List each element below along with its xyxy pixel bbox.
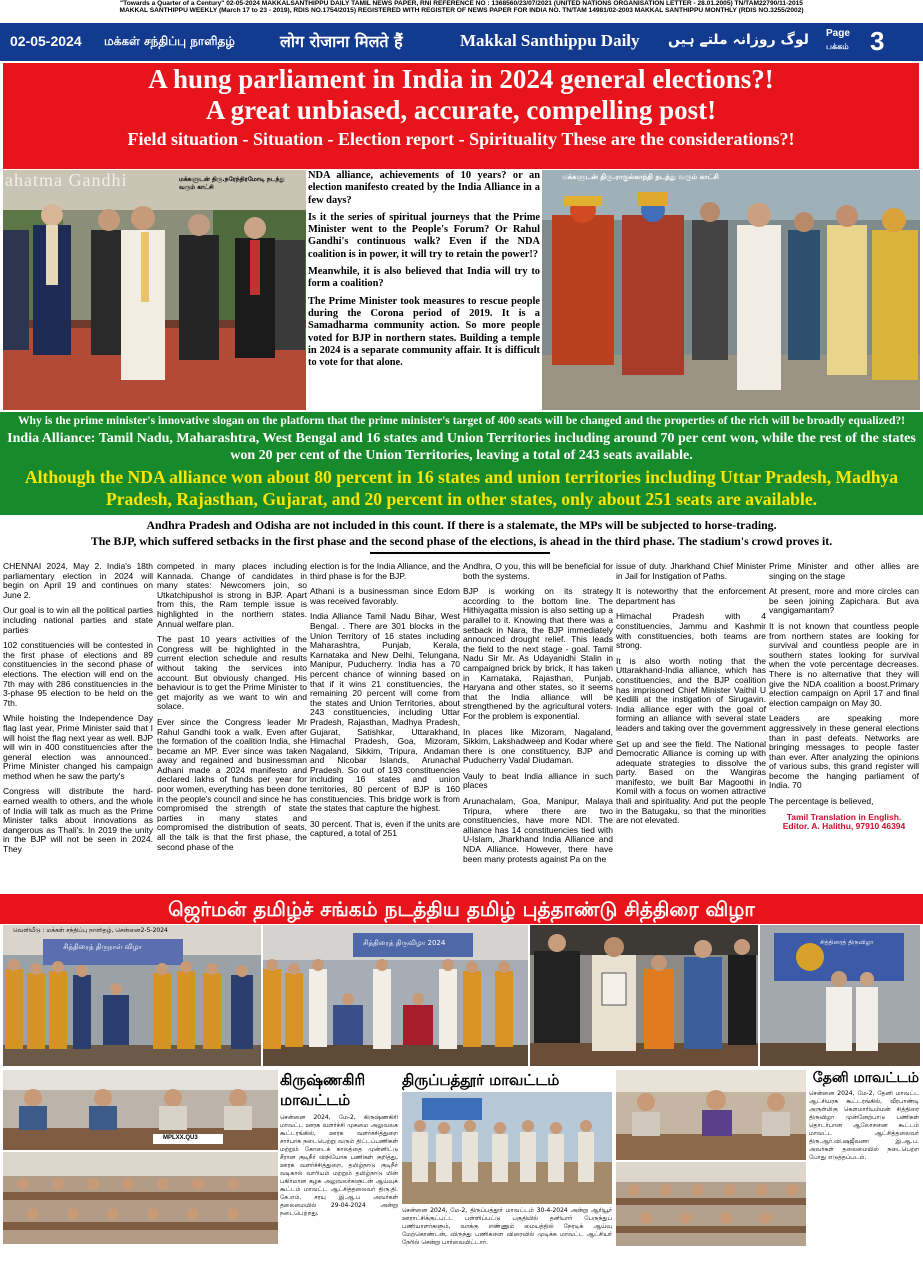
c3-para: election is for the India Alliance, and the third phase is for the BJP. [310, 562, 460, 581]
event-photo-group [263, 925, 528, 1066]
section-divider [370, 552, 550, 554]
c4-para: In places like Mizoram, Nagaland, Sikkim, Lakshadweep and Kodar where there is one constituency, BJP and Puducherry Vadal Diudaman. [463, 726, 613, 766]
tamil-paper-name: மக்கள் சந்திப்பு நாளிதழ் [104, 34, 235, 48]
event-photo-award [530, 925, 758, 1066]
column-4 [463, 562, 613, 892]
event-source-line: வெளியீடு : மக்கள் சந்திப்பு நாளிதழ், சென்னை2-5-2024 [13, 927, 168, 934]
c2-para: Ever since the Congress leader Mr Rahul Gandhi took a walk. Even after the formation of the coalition India, she became an MP. Ever since was taken away and regained and businessman Adhani made a 2024 manifesto and declared lakhs of funds per year for poor women, everything has been done in the people's council and since he has compromised the strength of state parties in many states and compromised the distribution of seats, all the talk is that the first phase, the second phase of the [157, 716, 307, 852]
krishnagiri-hall-photo [3, 1152, 278, 1244]
translation-credit [769, 813, 919, 832]
lead-para-1: NDA alliance, achievements of 10 years? or an election manifesto created by the India Alliance in a few days? [308, 170, 540, 206]
rahul-walk-photo [542, 170, 920, 410]
c6-para: Leaders are speaking more aggressively in these general elections than in past defeats. Networks are bringing messages to people faster than ever. After analyzing the opinions of various subs, this grand register will become the hanging parliament of India. 70 [769, 713, 919, 791]
tirupathur-photo [402, 1092, 612, 1204]
page-number: 3 [870, 26, 885, 56]
india-alliance-estimate: India Alliance: Tamil Nadu, Maharashtra, West Bengal and 16 states and Union Territories including around 70 per cent won, while the rest of the states won 20 per cent of the Union Territories, leaving a total of 243 seats available. [7, 431, 916, 463]
lead-para-4: The Prime Minister took measures to rescue people during the Corona period of 2019. It is a Samadharma community action. So more people voted for BJP in northern states. Building a temple in 2024 is a separate community affair. It is difficult to vote for that alone. [308, 295, 540, 369]
summary-line-1: Andhra Pradesh and Odisha are not included in this count. If there is a stalemate, the MPs will be subjected to horse-trading. [146, 518, 777, 532]
event-photo-podium [760, 925, 920, 1066]
page-label-en: Page [826, 28, 850, 39]
lead-para-3: Meanwhile, it is also believed that India will try to form a coalition? [308, 266, 540, 290]
c6-para: The percentage is believed, [769, 796, 874, 807]
krishnagiri-news [280, 1070, 398, 1245]
gandhi-banner-text: ahatma Gandhi [5, 170, 128, 190]
c5-para: issue of duty. Jharkhand Chief Minister in Jail for Instigation of Paths. [616, 562, 766, 581]
urdu-paper-name: لوگ روزانہ ملتے ہیں [668, 32, 809, 48]
headline-main: A hung parliament in India in 2024 general elections?! [148, 64, 774, 94]
column-1 [3, 562, 153, 892]
modi-photo-caption: மக்களுடன் திரு.நரேந்திரமோடி நடந்து வரும் காட்சி [179, 176, 285, 191]
headline-block [3, 63, 919, 169]
theni-meeting-photo [616, 1070, 806, 1160]
theni-text: சென்னை 2024, மே-2, தேனி மாவட்ட ஆட்சியரக கூட்டரங்கில், வீரபாண்டி அருள்மிகு கௌமாரியம்மன் சித்திரை திருவிழா முன்னேற்பாடு பணிகள் தொடர்பான ஆலோசனை கூட்டம் மாவட்ட ஆட்சித்தலைவர் திரு.ஆர்.வி.ஷஜீவனா இ.ஆ.ப. அவர்கள் தலைமையில் நடைபெற்ற போது எடுத்தப்படம். [809, 1090, 919, 1161]
c6-para: At present, more and more circles can be seen joining Zapichara. But ava vangigamantam? [769, 586, 919, 616]
theni-news [809, 1070, 919, 1245]
c5-para: It is noteworthy that the enforcement department has [616, 586, 766, 606]
c3-para: Athani is a businessman since Edom was received favorably. [310, 586, 460, 606]
c1-para: Congress will distribute the hard-earned wealth to others, and the whole of India will talk as much as the Prime Minister talks about innovations as dangerous as Thali's. In 2019 the unity in the BJP will not be seen in 2024. They [3, 786, 153, 855]
column-5 [616, 562, 766, 892]
nda-alliance-estimate: Although the NDA alliance won about 80 percent in 16 states and union territories including Uttar Pradesh, Madhya Pradesh, Rajasthan, Gujarat, and 20 percent in other states, only about 251 seats are available. [24, 467, 899, 509]
tirupathur-text: சென்னை 2024, மே-2, திருப்பத்தூர் மாவட்டம் 30-4-2024 அன்று ஆரியூர் ஊராட்சிக்குட்பட்ட பள்ளிப்பட்டு பகுதியில் தனியார் பேருந்துப் பணியாளர்களும், வாக்கு எண்ணும் மையத்தில் நேரடிக் ஆய்வு மேற்கொண்டன், விருந்து பணிகளை விரைவில் முடிக்க மாவட்ட ஆட்சியர் நேரில் சென்று பார்வையிட்டார். [402, 1207, 612, 1246]
c1-para: While hoisting the Independence Day flag last year, Prime Minister said that I will hoist the flag next year as well. BJP will win in 400 constituencies after the general election was announced.. Prime Minister changed his campaign method when he saw the party's [3, 713, 153, 781]
c2-para: The past 10 years activities of the Congress will be highlighted in the current election schedule and results without taking the services into account. But obviously changed. His behaviour is to get the Prime Minister to get majority as we want to win and solace. [157, 634, 307, 712]
column-3 [310, 562, 460, 892]
headline-considerations: Field situation - Situation - Election report - Spirituality These are the considerations?! [127, 129, 795, 149]
english-paper-name: Makkal Santhippu Daily [460, 31, 640, 50]
krishnagiri-title: கிருஷ்ணகிரி மாவட்டம் [280, 1071, 366, 1109]
registration-line-1: "Towards a Quarter of a Century" 02-05-2024 MAKKALSANTHIPPU DAILY TAMIL NEWS PAPER, RNI REFERENCE NO : 1368560/23/07/2021 (UNITED NATIONS ORGANISATION LETTER - 28.01.2005) TN/TAM22790/11-2015 [120, 0, 803, 7]
registration-info [0, 0, 923, 22]
lead-article [308, 170, 540, 410]
lead-para-2: Is it the series of spiritual journeys that the Prime Minister went to the People's Forum? Or Rahul Gandhi's continuous walk? Even if the NDA coalition is in power, it will try to retain the power!? [308, 211, 540, 260]
c6-para: Prime Minister and other allies are singing on the stage [769, 562, 919, 581]
c1-para: Our goal is to win all the political parties including national parties and state parties [3, 605, 153, 635]
c3-para: 30 percent. That is, even if the units are captured, a total of 251 [310, 818, 460, 839]
stage-banner-text: சித்திரைத் திருவிழா 2024 [363, 939, 446, 947]
headline-sub: A great unbiased, accurate, compelling post! [205, 95, 717, 125]
slogan-question: Why is the prime minister's innovative slogan on the platform that the prime minister's target of 400 seats will be changed and the properties of the rich will be broadly equalized?! [17, 414, 906, 427]
krishnagiri-text: சென்னை 2024, மே-2, கிருஷ்ணகிரி மாவட்ட ஊரக வளர்ச்சி முகமை அலுவலக கூட்டரங்கில், ஊரக வளர்ச்சித்துறை சார்பாக நடைபெற்று வரும் திட்டப்பணிகள் மற்றும் கோடைக் காலத்தை முன்னிட்டு சீரான குடிநீர் விநியோக பணிகள் குறித்து, ஊரக வளர்ச்சித்துறை, தமிழ்நாடு குடிநீர் வடிகால் வாரியம் மற்றும் தமிழ்நாடு மின் பகிர்மான கழக அலுவலர்களுடன் ஆய்வுக் கூட்டம் மாவட்ட ஆட்சித்தலைவர் திரு.தி. கே.எம். சரயு இ.ஆ.ப அவர்கள் தலைமையில் 29-04-2024 அன்று நடைபெற்றது. [280, 1114, 398, 1217]
seat-analysis-banner [0, 412, 923, 515]
tirupathur-news [402, 1070, 612, 1245]
c6-para: It is not known that countless people from northern states are looking for survival and countless people are in southern states looking for survival when the vote percentage decreases. There is no alternative that they will give the NDA coalition a boost.Primary election campaign on April 17 and final election campaign on May 30. [769, 620, 919, 708]
event-photo-stage [3, 925, 261, 1066]
theni-title: தேனி மாவட்டம் [812, 1070, 919, 1086]
stage-banner-text: சித்திரைத் திருநாள் விழா [63, 943, 142, 951]
c1-para: 102 constituencies will be contested in the first phase of elections and 89 constituencies in the second phase of elections. The election will end on the 7th may with 286 constituencies in the 3-phase 95 election to be held on the 7th. [3, 640, 153, 708]
c5-para: Set up and see the field. The National Democratic Alliance is coming up with adequate strategies to dissolve the party. Based on the Wangiras manifesto, we built Bar Magoothi in Komil with a focus on women attractive thali and spirituality. And put the people in the Batugaku, so that the minorities are not elevated. [616, 738, 766, 826]
column-6 [769, 562, 919, 892]
issue-date: 02-05-2024 [10, 33, 82, 49]
rahul-photo-caption: மக்களுடன் திரு.ராகுல்காந்தி நடந்து வரும் காட்சி [562, 173, 719, 181]
c5-para: It is also worth noting that the Uttarakhand-India alliance, which has constituencies, and the BJP coalition has imprisoned Chief Minister Vaithil U Kedilli at the instigation of Sirugavin. India alliance eger with the goal of forming an alliance with several state leaders and taking over the government [616, 655, 766, 733]
c4-para: Andhra, O you, this will be beneficial for both the systems. [463, 562, 613, 581]
tirupathur-title: திருப்பத்தூர் மாவட்டம் [402, 1071, 560, 1089]
stage-banner-text: சித்திரைத் திருவிழா [820, 939, 874, 946]
column-2 [157, 562, 307, 892]
c4-para: BJP is working on its strategy according to the bottom line. The Hithiyagatta mission is also setting up a parallel to it. Knowing that there was a setback in Nara, the BJP immediately announced drought relief. This leads the field to the next stage - goal. Tamil Nadu Sir Mr. As Udayanidhi Stalin in campaigned brick by brick, it has taken in Karnataka, Rajasthan, Punjab, Haryana and other states, so it seems that the India alliance will be strengthened by the agricultural voters. For the problem is exponential. [463, 586, 613, 721]
hindi-paper-name: लोग रोजाना मिलते हैं [280, 32, 403, 51]
page-label-ta: பக்கம் [826, 42, 849, 51]
c1-para: CHENNAI 2024, May 2. India's 18th parliamentary election in 2024 will begin on April 19 and continues on June 2. [3, 562, 153, 600]
modi-walk-photo [3, 170, 306, 410]
event-banner: ஜெர்மன் தமிழ்ச் சங்கம் நடத்திய தமிழ் புத்தாண்டு சித்திரை விழா [0, 894, 923, 924]
registration-line-2: MAKKAL SANTHIPPU WEEKLY (March 17 to 23 - 2019), RDIS NO.1754/2015) REGISTERED WITH REGISTER OF NEWS PAPER FOR INDIA NO. TN/TAM 14981/02-2003 MAKKAL SANTHIPPU MONTHLY (RDIS NO.3255/2002) [119, 7, 804, 14]
c4-para: Vauly to beat India alliance in such places [463, 770, 613, 791]
summary-line-2: The BJP, which suffered setbacks in the first phase and the second phase of the elections, is ahead in the third phase. The stadium's crowd proves it. [90, 534, 833, 548]
c5-para: Himachal Pradesh with 4 constituencies, Jammu and Kashmir with constituencies, both teams are strong. [616, 611, 766, 651]
credit-line-1: Tamil Translation in English. [786, 811, 902, 822]
krishnagiri-meeting-photo [3, 1070, 278, 1150]
krishnagiri-desk-sign: MPLXX.QU3 [163, 1135, 198, 1141]
credit-line-2: Editor. A. Halithu, 97910 46394 [782, 821, 906, 832]
c2-para: competed in many places including Kannada. Change of candidates in many states: Newcomers join, so Utkatchipushol is strong in BJP. Apart from this, the Ram temple issue is highlighted in the northern states. Annual welfare plan. [157, 562, 307, 629]
theni-hall-photo [616, 1162, 806, 1246]
c4-para: Arunachalam, Goa, Manipur, Malaya Tripura, where there are two constituencies, have more NDI. The alliance has 14 constituencies tied with U-Islam, Jharkhand India Alliance and NDA Alliance. However, there have been many protests against Pa on the [463, 796, 613, 864]
masthead-bar [0, 23, 923, 61]
summary-block [0, 517, 923, 549]
c3-para: India Alliance Tamil Nadu Bihar, West Bengal. . There are 301 blocks in the Union Territory of 16 states including Maharashtra, Punjab, Kerala, Karnataka and New Delhi, Telungana, Manipur, Puducherry. India has a 70 percent chance of winning based on that if it wins 21 constituencies, the remaining 20 percent will come from the states and Union Territories, about 243 constituencies, including Uttar Pradesh, Rajasthan, Madhya Pradesh, Gujarat, Satishkar, Uttarakhand, Himachal Pradesh, Goa, Mizoram, Nagaland, Sikkim, Tripura, Andaman and Nicobar Islands, Arunachal Pradesh. So out of 193 constituencies including 16 states and union territories, 80 percent of BJP is 160 constituencies. This bridge work is from the states that capture the highest. [310, 611, 460, 814]
